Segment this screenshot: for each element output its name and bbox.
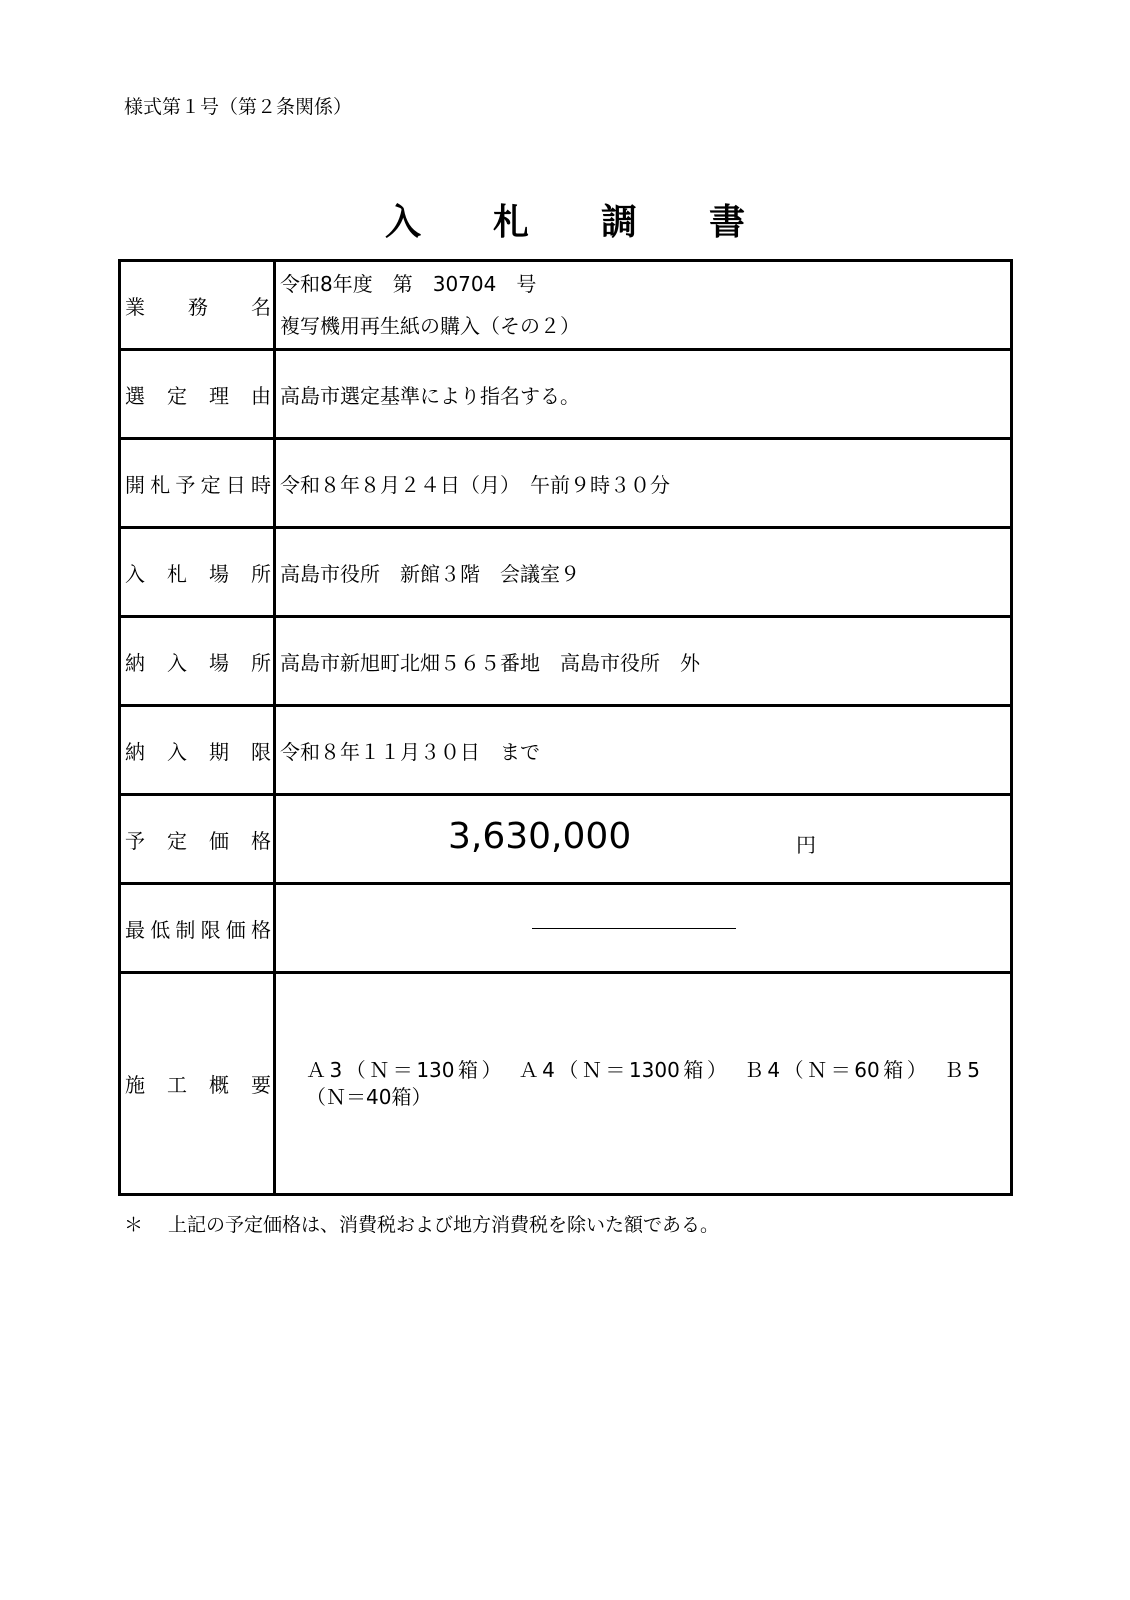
summary-label: 施工概要 [125, 1073, 271, 1097]
table-row-minimum-price [120, 884, 1012, 973]
delivery-deadline-label: 納入期限 [125, 739, 271, 764]
label-cell [120, 350, 275, 439]
table-row-delivery-deadline [120, 706, 1012, 795]
table-row-delivery-place [120, 617, 1012, 706]
table-row-summary [120, 973, 1012, 1195]
work-name-number: 令和8年度 第 30704 号 [280, 272, 537, 296]
bid-place-label: 入札場所 [125, 561, 271, 586]
table-row-work-name [120, 261, 1012, 350]
label-cell [120, 884, 275, 973]
delivery-deadline-value: 令和８年１１月３０日 まで [275, 706, 1012, 795]
summary-line-1: Ａ3（Ｎ＝130箱） Ａ4（Ｎ＝1300箱） Ｂ4（Ｎ＝60箱） Ｂ5 [306, 1057, 980, 1082]
bid-place-value: 高島市役所 新館３階 会議室９ [275, 528, 1012, 617]
document-title: 入札調書 [384, 202, 817, 243]
footnote [124, 1210, 719, 1237]
opening-datetime-value: 令和８年８月２４日（月） 午前９時３０分 [275, 439, 1012, 528]
label-cell [120, 528, 275, 617]
footnote-text: 上記の予定価格は、消費税および地方消費税を除いた額である。 [168, 1214, 720, 1236]
opening-datetime-label: 開札予定日時 [125, 472, 271, 497]
work-name-title: 複写機用再生紙の購入（その２） [280, 314, 580, 338]
work-name-label: 業務名 [125, 294, 271, 319]
summary-line-2: （Ｎ＝40箱） [306, 1084, 432, 1109]
value-cell [275, 884, 1012, 973]
table-row-planned-price [120, 795, 1012, 884]
planned-price-amount: 3,630,000 [448, 815, 632, 857]
value-cell [275, 795, 1012, 884]
delivery-place-label: 納入場所 [125, 650, 271, 675]
label-cell [120, 261, 275, 350]
form-number: 様式第１号（第２条関係） [124, 96, 353, 118]
label-cell [120, 973, 275, 1195]
label-cell [120, 617, 275, 706]
table-row-opening-datetime [120, 439, 1012, 528]
footnote-mark: ＊ [124, 1214, 144, 1236]
label-cell [120, 439, 275, 528]
selection-reason-value: 高島市選定基準により指名する。 [275, 350, 1012, 439]
table-row-selection-reason [120, 350, 1012, 439]
label-cell [120, 795, 275, 884]
value-cell [275, 973, 1012, 1195]
planned-price-label: 予定価格 [125, 828, 271, 853]
minimum-price-label: 最低制限価格 [125, 917, 271, 942]
label-cell [120, 706, 275, 795]
planned-price-unit: 円 [796, 832, 816, 857]
value-cell [275, 261, 1012, 350]
minimum-price-blank-line [532, 928, 736, 929]
bid-record-table [118, 259, 1013, 1196]
delivery-place-value: 高島市新旭町北畑５６５番地 高島市役所 外 [275, 617, 1012, 706]
selection-reason-label: 選定理由 [125, 383, 271, 408]
table-row-bid-place [120, 528, 1012, 617]
